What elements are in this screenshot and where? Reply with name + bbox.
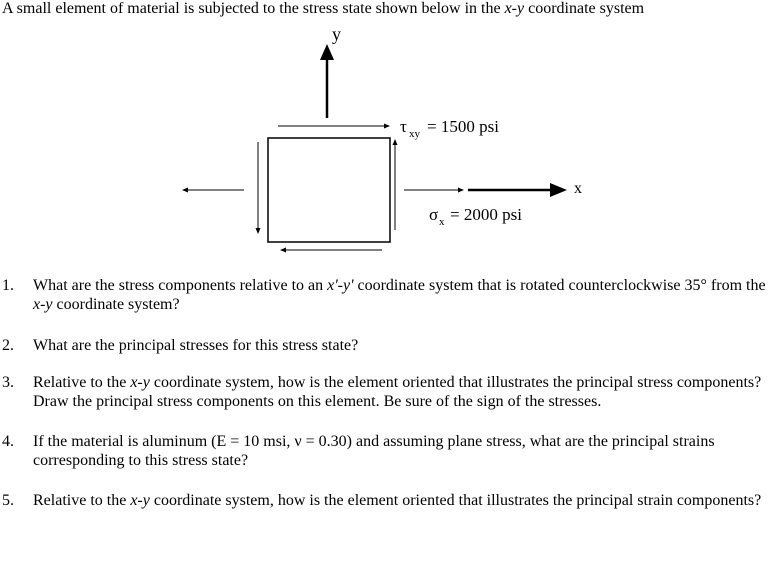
- question-number: 2.: [2, 337, 14, 354]
- intro-coordinate-label: x-y: [504, 0, 525, 17]
- question-number: 4.: [2, 433, 14, 450]
- question-text: What are the principal stresses for this stress state?: [33, 337, 359, 354]
- question-text: If the material is aluminum (E = 10 msi, ν = 0.30) and assuming plane stress, what are the principal strains corresponding to this stress state?: [33, 433, 715, 469]
- y-axis-arrowhead: [320, 44, 334, 60]
- question-coordinate: x-y: [130, 492, 150, 509]
- question-number: 1.: [2, 277, 14, 294]
- right-normal-stress-arrowhead: [458, 188, 464, 193]
- intro-text-end: coordinate system: [524, 0, 645, 17]
- question-text: coordinate system that is rotated counterclockwise 35° from the: [353, 277, 766, 294]
- stress-element-diagram: [0, 0, 776, 270]
- question-text: What are the stress components relative to an: [33, 277, 328, 294]
- question-coordinate: x-y: [33, 296, 53, 313]
- shear-stress-subscript: xy: [409, 128, 420, 140]
- bottom-shear-arrowhead: [280, 248, 286, 253]
- question-list: [0, 276, 776, 510]
- x-axis-arrowhead: [550, 183, 567, 197]
- question-3: [0, 373, 776, 411]
- question-number: 3.: [2, 374, 14, 391]
- question-text: Relative to the: [33, 374, 131, 391]
- normal-stress-subscript: x: [439, 216, 445, 228]
- left-shear-arrowhead: [256, 228, 261, 234]
- question-1: [0, 276, 776, 314]
- left-normal-stress-arrowhead: [182, 188, 188, 193]
- normal-stress-symbol: σ: [429, 205, 439, 224]
- intro-text: A small element of material is subjected to the stress state shown below in the: [2, 0, 505, 17]
- question-coordinate: x-y: [130, 374, 150, 391]
- top-shear-arrowhead: [384, 124, 390, 129]
- question-4: [0, 432, 776, 470]
- right-shear-arrowhead: [393, 139, 398, 145]
- question-5: [0, 491, 776, 510]
- question-coordinate: x'-y': [327, 277, 354, 294]
- question-2: [0, 336, 776, 355]
- question-text: Relative to the: [33, 492, 131, 509]
- shear-stress-value: = 1500 psi: [427, 117, 499, 136]
- question-text: coordinate system, how is the element oriented that illustrates the principal strain components?: [149, 492, 762, 509]
- normal-stress-value: = 2000 psi: [450, 205, 522, 224]
- shear-stress-symbol: τ: [400, 117, 407, 136]
- y-axis-label: y: [332, 24, 341, 44]
- question-number: 5.: [2, 492, 14, 509]
- question-text: coordinate system, how is the element oriented that illustrates the principal stress components? Draw the principal stress components on this element. Be sure of the sign of the stresses.: [33, 374, 762, 410]
- question-text: coordinate system?: [52, 296, 180, 313]
- x-axis-label: x: [574, 180, 582, 197]
- stress-element-square: [268, 138, 390, 242]
